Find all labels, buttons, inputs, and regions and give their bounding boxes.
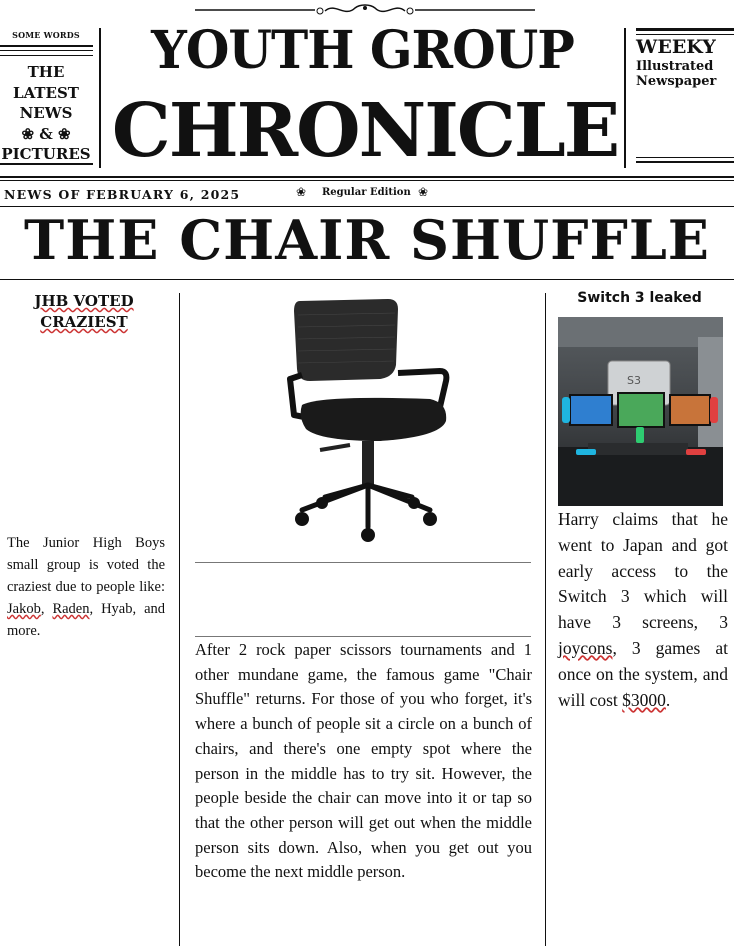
left-article-body bbox=[7, 532, 165, 642]
left-title-line2: CRAZIEST bbox=[40, 313, 128, 331]
article-headline: THE CHAIR SHUFFLE bbox=[24, 208, 710, 272]
office-chair-image bbox=[280, 295, 455, 545]
ornament-flourish bbox=[195, 2, 535, 20]
flourish-icon: ❀ bbox=[418, 185, 429, 199]
masthead-rule bbox=[636, 28, 734, 31]
body-text: , Hyab, and more. bbox=[7, 601, 166, 639]
masthead-rule bbox=[0, 55, 93, 56]
masthead-rule bbox=[0, 50, 93, 51]
kicker-text: SOME WORDS bbox=[12, 30, 80, 40]
masthead-rule bbox=[636, 157, 734, 158]
masthead-title-line1: YOUTH GROUP bbox=[151, 18, 574, 81]
body-text: Harry claims that he went to Japan and got early access to the Switch 3 which will have 3 screens, 3 bbox=[558, 509, 728, 633]
middle-article-body: After 2 rock paper scissors tournaments and 1 other mundane game, the famous game "Chair Shuffle" returns. For those of you who forget, it's where a bunch of people sit a circle on a bunch of chairs, and there's one empty spot where the person in the middle has to try sit. However, the people beside the chair can move into it or tap so that the other person will get out when the middle person sits down. Also, when you get out you become the next middle person. bbox=[195, 640, 532, 882]
masthead-rule bbox=[636, 161, 734, 163]
dateline-rule bbox=[0, 176, 734, 178]
weekly-label: WEEKY bbox=[636, 36, 716, 58]
masthead-divider bbox=[624, 28, 626, 168]
body-text: The Junior High Boys small group is voted the craziest due to people like: bbox=[7, 535, 165, 595]
latest-news-box bbox=[0, 62, 92, 165]
masthead-divider bbox=[99, 28, 101, 168]
dateline-date: NEWS OF FEBRUARY 6, 2025 bbox=[4, 187, 241, 202]
edition-label: Regular Edition bbox=[322, 187, 411, 198]
latest-line: PICTURES bbox=[1, 145, 91, 163]
masthead-rule bbox=[0, 45, 93, 47]
illustrated-line: Illustrated bbox=[636, 59, 714, 74]
masthead-rule bbox=[636, 34, 734, 35]
column-divider bbox=[179, 293, 180, 946]
body-text: . bbox=[665, 689, 671, 710]
dateline-rule bbox=[0, 180, 734, 181]
column-divider bbox=[545, 293, 546, 946]
name-raden: Raden bbox=[52, 601, 90, 617]
word-joycons: joycons bbox=[558, 637, 613, 658]
latest-line: THE bbox=[27, 63, 65, 81]
dateline-rule bbox=[0, 206, 734, 207]
flourish-icon: ❀ bbox=[296, 185, 307, 199]
illustrated-label bbox=[636, 59, 716, 89]
price-value: $3000 bbox=[622, 689, 666, 710]
masthead-title-line2: CHRONICLE bbox=[111, 88, 619, 174]
right-article-body bbox=[558, 507, 728, 713]
headline-rule bbox=[0, 279, 734, 280]
middle-rule bbox=[195, 562, 531, 563]
latest-line: NEWS bbox=[19, 104, 73, 122]
latest-line: LATEST bbox=[13, 83, 79, 102]
latest-line: ❀ & ❀ bbox=[21, 124, 71, 143]
name-jakob: Jakob bbox=[7, 601, 41, 617]
middle-rule bbox=[195, 636, 531, 637]
svg-text:S3: S3 bbox=[627, 374, 641, 387]
left-article-title bbox=[0, 291, 168, 333]
body-text: , bbox=[40, 601, 53, 617]
body-text: , 3 games at once on the system, and will cost bbox=[558, 637, 728, 710]
newspaper-line: Newspaper bbox=[636, 74, 717, 89]
left-title-line1: JHB VOTED bbox=[34, 292, 134, 310]
right-article-title: Switch 3 leaked bbox=[577, 290, 702, 306]
switch3-image bbox=[558, 317, 723, 506]
